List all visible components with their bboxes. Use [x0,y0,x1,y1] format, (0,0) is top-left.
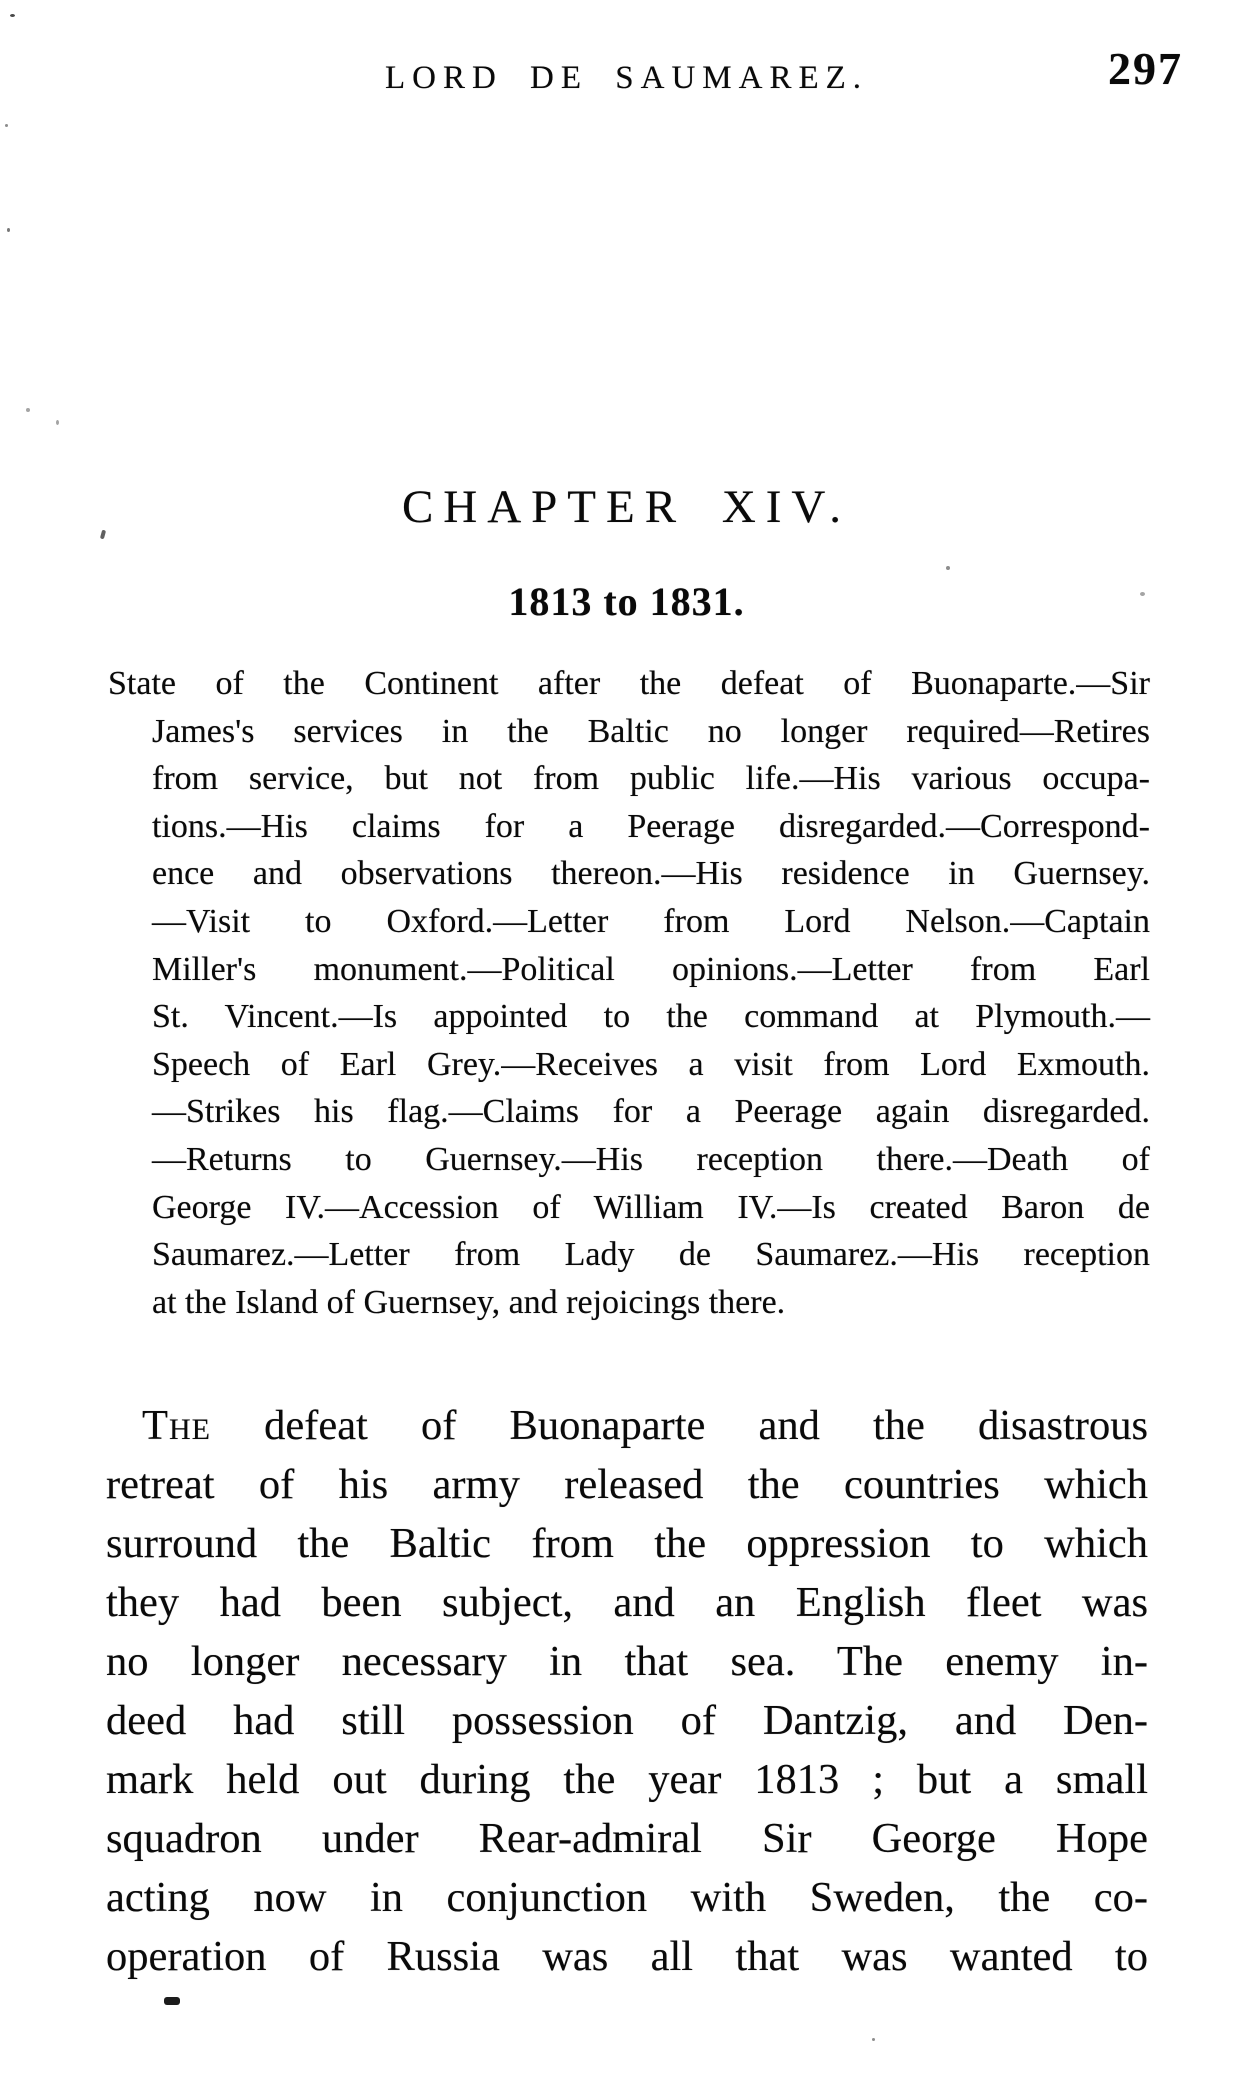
summary-line: James's services in the Baltic no longer required—Retires [152,712,1150,750]
scan-ink-blot [164,1997,180,2005]
scan-speck [5,124,8,127]
running-head: LORD DE SAUMAREZ. [384,60,869,96]
summary-line: ence and observations thereon.—His residence in Guernsey. [152,855,1150,893]
body-line: mark held out during the year 1813 ; but a small [106,1756,1148,1803]
scan-speck [10,14,15,17]
body-line: operation of Russia was all that was wanted to [106,1933,1148,1980]
summary-line: —Visit to Oxford.—Letter from Lord Nelson.—Captain [152,902,1150,940]
body-lines [106,1455,1148,1986]
body-paragraph [106,1396,1148,1986]
scan-speck [7,228,10,232]
chapter-title: CHAPTER XIV. [401,481,852,533]
body-first-line [106,1396,1148,1455]
scan-speck [1140,592,1145,596]
body-line: acting now in conjunction with Sweden, the co- [106,1874,1148,1921]
summary-line: from service, but not from public life.—His various occupa- [152,760,1150,798]
body-line: no longer necessary in that sea. The enemy in- [106,1638,1148,1685]
summary-line: at the Island of Guernsey, and rejoicings there. [152,1283,786,1321]
summary-line: Saumarez.—Letter from Lady de Saumarez.—His reception [152,1236,1150,1274]
scan-speck [26,408,30,412]
body-line: deed had still possession of Dantzig, and Den- [106,1697,1148,1744]
body-line: surround the Baltic from the oppression to which [106,1520,1148,1567]
summary-line: St. Vincent.—Is appointed to the command at Plymouth.— [152,998,1150,1036]
body-first-line-rest: defeat of Buonaparte and the disastrous [210,1402,1148,1449]
chapter-summary [108,660,1150,1326]
scan-speck [56,420,59,425]
summary-line: tions.—His claims for a Peerage disregarded.—Correspond- [152,807,1150,845]
summary-line: Speech of Earl Grey.—Receives a visit from Lord Exmouth. [152,1045,1150,1083]
body-line: squadron under Rear-admiral Sir George Hope [106,1815,1148,1862]
summary-line: —Strikes his flag.—Claims for a Peerage again disregarded. [152,1093,1150,1131]
summary-line: State of the Continent after the defeat of Buonaparte.—Sir [108,665,1150,702]
chapter-date-range: 1813 to 1831. [508,579,745,624]
page-number: 297 [1108,43,1183,94]
scan-speck [100,530,106,540]
summary-line: —Returns to Guernsey.—His reception there.—Death of [152,1140,1150,1178]
summary-line: George IV.—Accession of William IV.—Is created Baron de [152,1188,1150,1226]
scan-speck [946,566,950,570]
scan-speck [872,2038,875,2041]
summary-line: Miller's monument.—Political opinions.—Letter from Earl [152,950,1150,988]
body-line: retreat of his army released the countries which [106,1461,1148,1508]
body-line: they had been subject, and an English fleet was [106,1579,1148,1626]
lead-word: The [142,1402,211,1449]
